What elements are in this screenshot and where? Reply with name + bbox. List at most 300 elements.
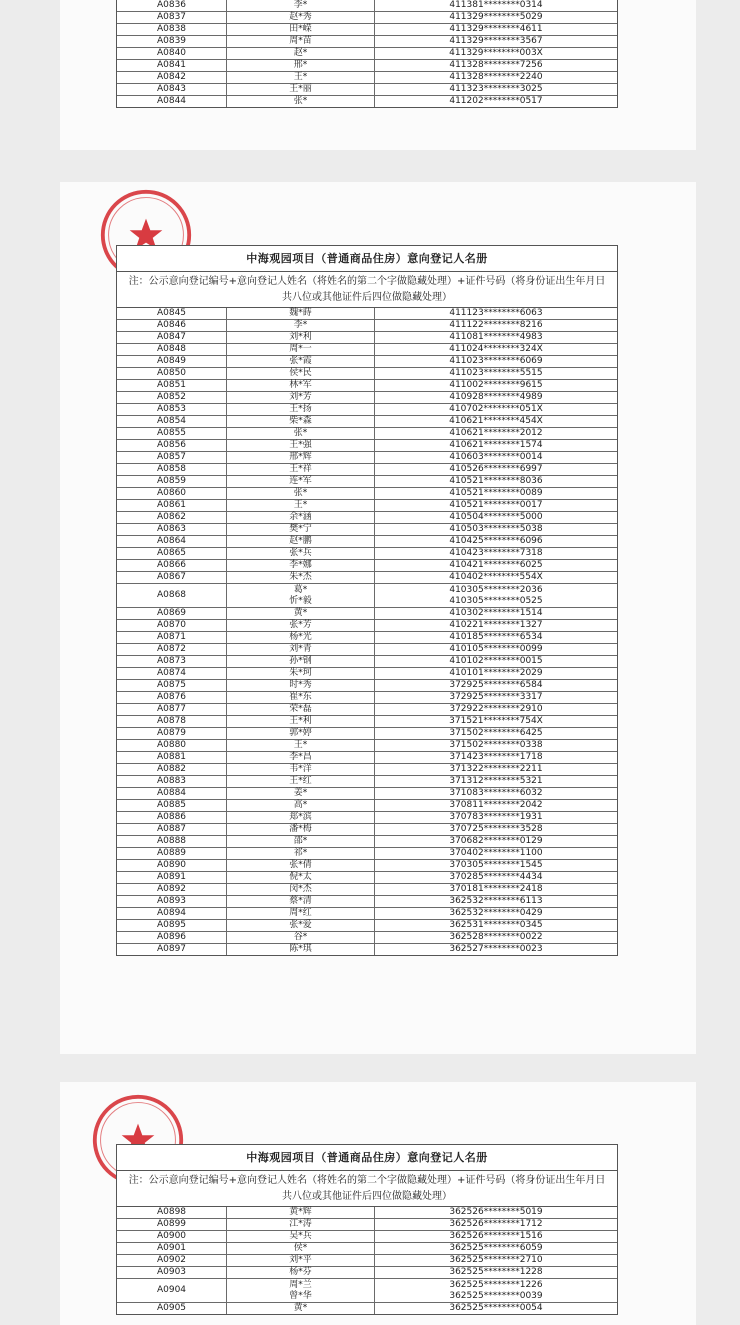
registrant-name: 杨*光 (289, 632, 312, 642)
registrant-name-cell (227, 488, 375, 499)
registration-number: A0857 (117, 452, 227, 463)
id-number: 362531********0345 (449, 920, 543, 930)
table-row (117, 656, 617, 668)
table-row (117, 560, 617, 572)
id-number-cell (375, 572, 617, 583)
registrant-name-cell (227, 728, 375, 739)
registrant-name: 谷* (293, 932, 308, 942)
registrant-name: 荣*磊 (289, 704, 312, 714)
id-number: 362525********0039 (449, 1290, 543, 1301)
registration-number: A0853 (117, 404, 227, 415)
id-number: 410621********1574 (449, 440, 543, 450)
id-number: 371312********5321 (449, 776, 543, 786)
table-row (117, 716, 617, 728)
registration-number: A0897 (117, 944, 227, 955)
registrant-name-cell (227, 920, 375, 931)
registration-number: A0845 (117, 308, 227, 319)
id-number-cell (375, 812, 617, 823)
id-number: 410702********051X (449, 404, 543, 414)
id-number-cell (375, 608, 617, 619)
registrant-name-cell (227, 644, 375, 655)
table-row (117, 584, 617, 608)
registrant-name-cell (227, 1231, 375, 1242)
id-number-cell (375, 884, 617, 895)
id-number-cell (375, 60, 617, 71)
id-number: 362525********6059 (449, 1243, 543, 1253)
id-number-cell (375, 72, 617, 83)
table-row (117, 536, 617, 548)
id-number: 410185********6534 (449, 632, 543, 642)
registrant-name-cell (227, 752, 375, 763)
id-number-cell (375, 416, 617, 427)
id-number: 410621********2012 (449, 428, 543, 438)
table-row (117, 1219, 617, 1231)
registrant-name: 赵* (293, 48, 308, 58)
registrant-name-cell (227, 620, 375, 631)
registration-number: A0836 (117, 0, 227, 11)
registrant-name: 周*红 (289, 908, 312, 918)
table-row (117, 356, 617, 368)
registration-number: A0854 (117, 416, 227, 427)
registrant-name-cell (227, 1207, 375, 1218)
registrant-name: 周*一 (289, 344, 312, 354)
table-row (117, 512, 617, 524)
registration-number: A0874 (117, 668, 227, 679)
registrant-name: 林*军 (289, 380, 312, 390)
registrant-name-cell (227, 1219, 375, 1230)
id-number-cell (375, 404, 617, 415)
id-number-cell (375, 1255, 617, 1266)
table-row (117, 872, 617, 884)
table-row (117, 332, 617, 344)
registrant-name: 邢* (293, 60, 308, 70)
id-number-cell (375, 24, 617, 35)
registrant-name: 王* (293, 500, 308, 510)
registrant-name: 祁* (293, 848, 308, 858)
table-note: 注：公示意向登记编号+意向登记人姓名（将姓名的第二个字做隐藏处理）+证件号码（将身份证出生年月日共八位或其他证件后四位做隐藏处理） (117, 272, 617, 308)
registrant-name-cell (227, 48, 375, 59)
id-number: 371521********754X (449, 716, 543, 726)
registrant-name: 郑*滨 (289, 812, 312, 822)
registration-number: A0851 (117, 380, 227, 391)
id-number-cell (375, 392, 617, 403)
registrant-table (116, 245, 618, 956)
registration-number: A0896 (117, 932, 227, 943)
id-number: 410105********0099 (449, 644, 543, 654)
id-number-cell (375, 1243, 617, 1254)
id-number-cell (375, 1219, 617, 1230)
id-number-cell (375, 96, 617, 107)
table-row (117, 1243, 617, 1255)
id-number: 411202********0517 (449, 96, 543, 106)
registration-number: A0856 (117, 440, 227, 451)
table-row (117, 668, 617, 680)
table-row (117, 800, 617, 812)
registrant-name: 姜* (293, 788, 308, 798)
id-number-cell (375, 1231, 617, 1242)
registrant-name: 吴*兵 (289, 1231, 312, 1241)
registrant-name-cell (227, 872, 375, 883)
id-number: 410302********1514 (449, 608, 543, 618)
registration-number: A0892 (117, 884, 227, 895)
registration-number: A0862 (117, 512, 227, 523)
id-number-cell (375, 656, 617, 667)
id-number: 371502********6425 (449, 728, 543, 738)
registration-number: A0904 (117, 1279, 227, 1302)
registrant-name-cell (227, 680, 375, 691)
table-row (117, 848, 617, 860)
id-number: 410928********4989 (449, 392, 543, 402)
table-row (117, 344, 617, 356)
registrant-name: 周*苗 (289, 36, 312, 46)
registration-number: A0889 (117, 848, 227, 859)
registration-number: A0876 (117, 692, 227, 703)
registrant-name-cell (227, 740, 375, 751)
registrant-name: 张*爱 (289, 920, 312, 930)
id-number: 411328********2240 (449, 72, 543, 82)
registrant-name-cell (227, 24, 375, 35)
registrant-name-cell (227, 632, 375, 643)
registrant-name: 黄* (293, 1303, 308, 1313)
registrant-name: 郭*婷 (289, 728, 312, 738)
table-row (117, 908, 617, 920)
id-number-cell (375, 84, 617, 95)
registrant-name: 张*兵 (289, 548, 312, 558)
registration-number: A0840 (117, 48, 227, 59)
id-number-cell (375, 36, 617, 47)
registrant-name-cell (227, 704, 375, 715)
registration-number: A0880 (117, 740, 227, 751)
id-number: 411381********0314 (449, 0, 543, 10)
registration-number: A0860 (117, 488, 227, 499)
id-number-cell (375, 704, 617, 715)
registrant-name: 田*嵘 (289, 24, 312, 34)
registrant-name-cell (227, 884, 375, 895)
registrant-name: 张* (293, 96, 308, 106)
id-number: 410305********2036 (449, 584, 543, 595)
registration-number: A0878 (117, 716, 227, 727)
id-number: 410503********5038 (449, 524, 543, 534)
id-number-cell (375, 632, 617, 643)
registration-number: A0870 (117, 620, 227, 631)
document-page-1 (60, 0, 696, 150)
table-row (117, 524, 617, 536)
registration-number: A0893 (117, 896, 227, 907)
registration-number: A0855 (117, 428, 227, 439)
registration-number: A0895 (117, 920, 227, 931)
registration-number: A0849 (117, 356, 227, 367)
table-row (117, 12, 617, 24)
registration-number: A0883 (117, 776, 227, 787)
id-number: 411123********6063 (449, 308, 543, 318)
registration-number: A0882 (117, 764, 227, 775)
table-row (117, 764, 617, 776)
id-number-cell (375, 548, 617, 559)
registrant-name-cell (227, 60, 375, 71)
registrant-name-cell (227, 308, 375, 319)
registration-number: A0838 (117, 24, 227, 35)
table-row (117, 1231, 617, 1243)
document-page-2 (60, 182, 696, 1054)
registration-number: A0863 (117, 524, 227, 535)
id-number: 410621********454X (449, 416, 543, 426)
id-number: 411002********9615 (449, 380, 543, 390)
registrant-name-cell (227, 608, 375, 619)
table-row (117, 1279, 617, 1303)
registrant-name: 陈*琪 (289, 944, 312, 954)
registrant-name: 王*祥 (289, 464, 312, 474)
registrant-name: 刘*芳 (289, 392, 312, 402)
registrant-name: 时*秀 (289, 680, 312, 690)
id-number-cell (375, 380, 617, 391)
registrant-name: 赵*鹏 (289, 536, 312, 546)
registration-number: A0903 (117, 1267, 227, 1278)
registration-number: A0868 (117, 584, 227, 607)
registrant-name-cell (227, 96, 375, 107)
id-number: 411329********5029 (449, 12, 543, 22)
id-number-cell (375, 776, 617, 787)
table-row (117, 488, 617, 500)
registrant-name-cell (227, 860, 375, 871)
registration-number: A0859 (117, 476, 227, 487)
registration-number: A0888 (117, 836, 227, 847)
registrant-name: 连*军 (289, 476, 312, 486)
table-row (117, 812, 617, 824)
registration-number: A0901 (117, 1243, 227, 1254)
table-row (117, 920, 617, 932)
registrant-name: 余*涵 (289, 512, 312, 522)
registrant-name-cell (227, 896, 375, 907)
id-number: 370181********2418 (449, 884, 543, 894)
registrant-name: 王*利 (289, 716, 312, 726)
registrant-name-cell (227, 932, 375, 943)
registration-number: A0881 (117, 752, 227, 763)
registrant-name-cell (227, 0, 375, 11)
id-number: 370725********3528 (449, 824, 543, 834)
registrant-name: 葛* (293, 584, 308, 595)
id-number-cell (375, 1267, 617, 1278)
registration-number: A0871 (117, 632, 227, 643)
registration-number: A0858 (117, 464, 227, 475)
registrant-name: 刘*平 (289, 1255, 312, 1265)
id-number-cell (375, 368, 617, 379)
table-row (117, 680, 617, 692)
table-title: 中海观园项目（普通商品住房）意向登记人名册 (117, 1145, 617, 1171)
id-number-cell (375, 512, 617, 523)
registration-number: A0885 (117, 800, 227, 811)
id-number: 410423********7318 (449, 548, 543, 558)
id-number-cell (375, 800, 617, 811)
registrant-name-cell (227, 1255, 375, 1266)
id-number-cell (375, 584, 617, 607)
registrant-name: 黄*辉 (289, 1207, 312, 1217)
id-number: 411081********4983 (449, 332, 543, 342)
registrant-name-cell (227, 464, 375, 475)
table-row (117, 704, 617, 716)
table-row (117, 0, 617, 12)
registrant-name-cell (227, 320, 375, 331)
registrant-name: 张*霞 (289, 356, 312, 366)
registration-number: A0898 (117, 1207, 227, 1218)
table-row (117, 788, 617, 800)
registrant-name: 王*丽 (289, 84, 312, 94)
registrant-name: 杨*芬 (289, 1267, 312, 1277)
id-number: 370305********1545 (449, 860, 543, 870)
id-number: 411023********6069 (449, 356, 543, 366)
registration-number: A0890 (117, 860, 227, 871)
registration-number: A0894 (117, 908, 227, 919)
id-number-cell (375, 944, 617, 955)
table-row (117, 776, 617, 788)
id-number-cell (375, 308, 617, 319)
id-number: 411328********7256 (449, 60, 543, 70)
registrant-name: 周*兰 (289, 1279, 312, 1290)
registrant-name: 崔*东 (289, 692, 312, 702)
registrant-name-cell (227, 36, 375, 47)
id-number: 371083********6032 (449, 788, 543, 798)
id-number-cell (375, 476, 617, 487)
table-row (117, 440, 617, 452)
id-number-cell (375, 428, 617, 439)
id-number: 410521********0017 (449, 500, 543, 510)
registrant-name: 侯*民 (289, 368, 312, 378)
id-number: 410221********1327 (449, 620, 543, 630)
id-number-cell (375, 344, 617, 355)
registrant-name-cell (227, 512, 375, 523)
registrant-name-cell (227, 416, 375, 427)
registrant-name-cell (227, 72, 375, 83)
registrant-name: 侯* (293, 1243, 308, 1253)
registrant-name-cell (227, 452, 375, 463)
id-number: 370285********4434 (449, 872, 543, 882)
registration-number: A0866 (117, 560, 227, 571)
registrant-name-cell (227, 380, 375, 391)
registration-number: A0899 (117, 1219, 227, 1230)
id-number-cell (375, 824, 617, 835)
registrant-name: 高* (293, 800, 308, 810)
id-number: 372925********6584 (449, 680, 543, 690)
registrant-name-cell (227, 584, 375, 607)
id-number: 362527********0023 (449, 944, 543, 954)
id-number: 410504********5000 (449, 512, 543, 522)
table-row (117, 404, 617, 416)
registration-number: A0841 (117, 60, 227, 71)
table-body (117, 308, 617, 955)
registrant-name: 王*红 (289, 776, 312, 786)
registrant-name: 张*倩 (289, 860, 312, 870)
table-row (117, 428, 617, 440)
registration-number: A0877 (117, 704, 227, 715)
id-number-cell (375, 332, 617, 343)
registrant-name-cell (227, 368, 375, 379)
table-row (117, 72, 617, 84)
registration-number: A0839 (117, 36, 227, 47)
registrant-name: 李*昌 (289, 752, 312, 762)
id-number: 370402********1100 (449, 848, 543, 858)
registrant-table (116, 0, 618, 108)
id-number-cell (375, 0, 617, 11)
id-number-cell (375, 932, 617, 943)
registrant-name-cell (227, 800, 375, 811)
registrant-name-cell (227, 1279, 375, 1302)
id-number-cell (375, 764, 617, 775)
registrant-name-cell (227, 812, 375, 823)
id-number-cell (375, 680, 617, 691)
registrant-name-cell (227, 848, 375, 859)
registrant-name: 刘*利 (289, 332, 312, 342)
registrant-name-cell (227, 668, 375, 679)
registrant-name: 樊*宁 (289, 524, 312, 534)
registrant-name: 韦*洋 (289, 764, 312, 774)
registrant-name-cell (227, 404, 375, 415)
registration-number: A0891 (117, 872, 227, 883)
table-row (117, 572, 617, 584)
id-number: 362525********1226 (449, 1279, 543, 1290)
table-row (117, 632, 617, 644)
id-number-cell (375, 536, 617, 547)
registration-number: A0902 (117, 1255, 227, 1266)
registrant-name-cell (227, 560, 375, 571)
registration-number: A0886 (117, 812, 227, 823)
id-number: 411329********4611 (449, 24, 543, 34)
registrant-name: 朱*珂 (289, 668, 312, 678)
registrant-name-cell (227, 908, 375, 919)
id-number-cell (375, 488, 617, 499)
id-number: 362526********1516 (449, 1231, 543, 1241)
registration-number: A0844 (117, 96, 227, 107)
registrant-name: 柴*森 (289, 416, 312, 426)
registrant-name-cell (227, 344, 375, 355)
table-row (117, 824, 617, 836)
registration-number: A0869 (117, 608, 227, 619)
id-number: 410603********0014 (449, 452, 543, 462)
id-number-cell (375, 12, 617, 23)
id-number-cell (375, 896, 617, 907)
id-number-cell (375, 440, 617, 451)
id-number-cell (375, 464, 617, 475)
id-number-cell (375, 560, 617, 571)
id-number: 371423********1718 (449, 752, 543, 762)
table-row (117, 896, 617, 908)
registrant-name: 赵*秀 (289, 12, 312, 22)
registrant-name: 李* (293, 0, 308, 10)
registrant-name-cell (227, 824, 375, 835)
registrant-name-cell (227, 392, 375, 403)
id-number: 372925********3317 (449, 692, 543, 702)
registrant-name-cell (227, 944, 375, 955)
registrant-name: 邢*辉 (289, 452, 312, 462)
table-row (117, 1207, 617, 1219)
id-number: 410526********6997 (449, 464, 543, 474)
registrant-name: 张* (293, 428, 308, 438)
registrant-name: 王* (293, 740, 308, 750)
registration-number: A0848 (117, 344, 227, 355)
id-number-cell (375, 752, 617, 763)
id-number: 410102********0015 (449, 656, 543, 666)
registrant-name-cell (227, 1267, 375, 1278)
registration-number: A0887 (117, 824, 227, 835)
id-number-cell (375, 716, 617, 727)
registrant-name: 邵* (293, 836, 308, 846)
registrant-name-cell (227, 836, 375, 847)
id-number: 411023********5515 (449, 368, 543, 378)
table-row (117, 692, 617, 704)
registrant-name-cell (227, 536, 375, 547)
registrant-name: 朱*杰 (289, 572, 312, 582)
id-number-cell (375, 788, 617, 799)
id-number-cell (375, 1303, 617, 1314)
id-number: 362525********2710 (449, 1255, 543, 1265)
